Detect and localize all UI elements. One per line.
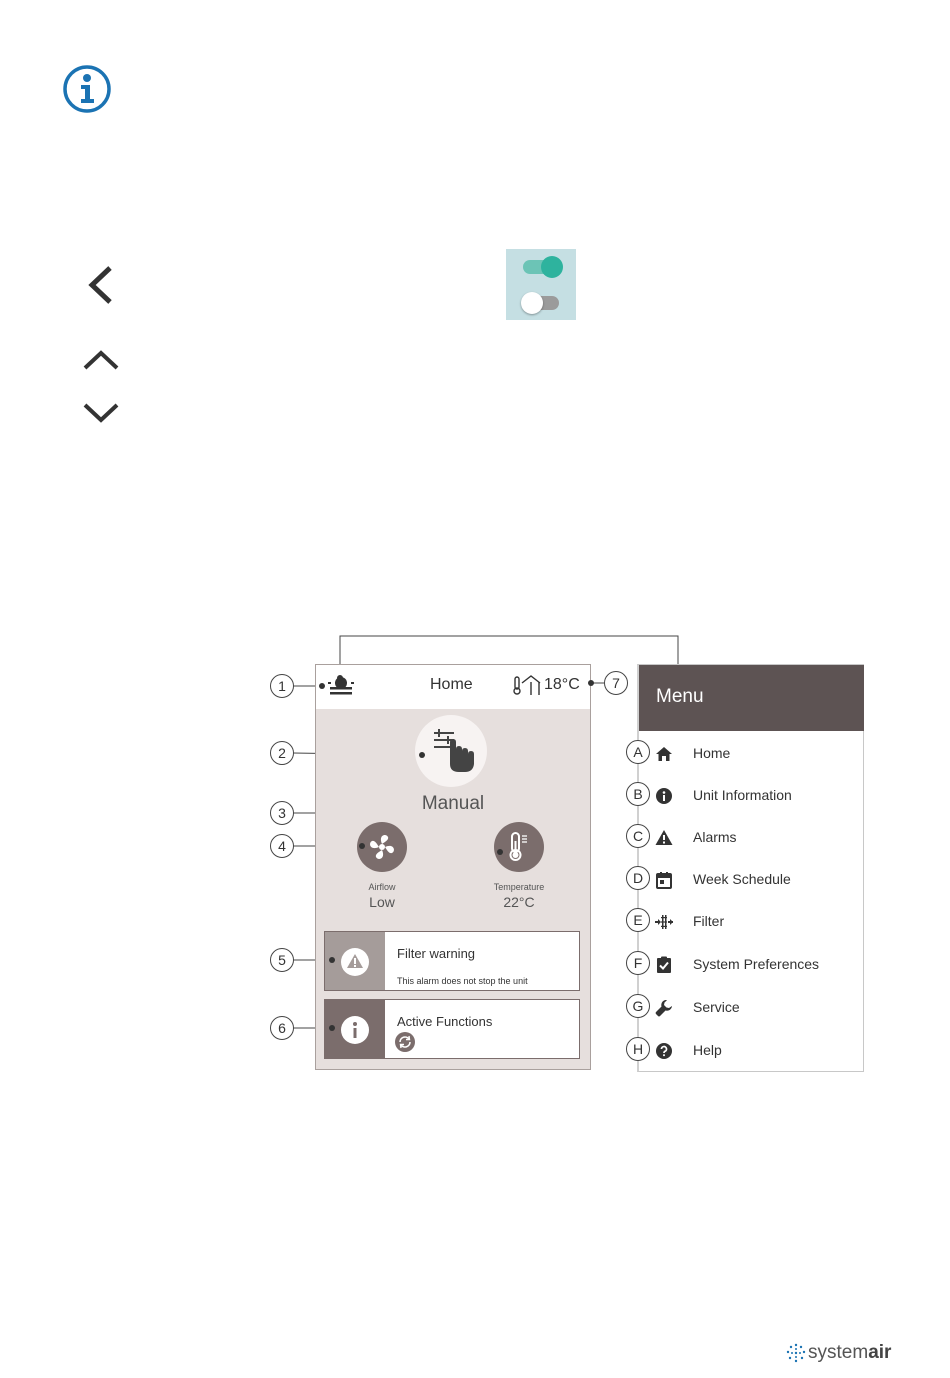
menu-item-service[interactable] <box>639 993 864 1023</box>
menu-header <box>639 665 864 731</box>
temperature-label: Temperature <box>493 882 545 892</box>
airflow-value: Low <box>369 894 395 910</box>
toggle-illustration <box>506 249 576 320</box>
callout-letter-c: C <box>626 824 650 848</box>
warning-icon <box>655 829 673 847</box>
home-icon <box>655 745 673 763</box>
menu-item-label: Help <box>693 1042 722 1058</box>
callout-letter-f: F <box>626 951 650 975</box>
menu-item-filter[interactable] <box>639 907 864 937</box>
wrench-icon <box>655 999 673 1017</box>
callout-letter-d: D <box>626 866 650 890</box>
info-icon <box>340 1015 370 1045</box>
menu-item-label: Service <box>693 999 740 1015</box>
mode-button[interactable] <box>415 715 487 787</box>
chevron-up-icon <box>82 348 120 372</box>
active-functions-card[interactable] <box>324 999 580 1059</box>
back-chevron-icon <box>82 264 118 306</box>
toggle-off-knob <box>521 292 543 314</box>
menu-panel <box>637 664 864 1072</box>
info-icon <box>62 64 112 114</box>
callout-number-1: 1 <box>270 674 294 698</box>
weather-sun-icon[interactable] <box>328 674 354 698</box>
filter-icon <box>655 913 673 931</box>
menu-item-help[interactable] <box>639 1036 864 1066</box>
menu-item-home[interactable] <box>639 739 864 769</box>
menu-item-label: Filter <box>693 913 725 929</box>
mode-label: Manual <box>421 793 485 814</box>
menu-item-label: Week Schedule <box>693 871 791 887</box>
indoor-temperature-icon <box>512 674 542 696</box>
callout-number-3: 3 <box>270 801 294 825</box>
airflow-button[interactable] <box>357 822 407 872</box>
brand-name: systemair <box>808 1342 892 1363</box>
home-header <box>316 665 590 709</box>
card-icon-panel <box>325 932 385 990</box>
thermometer-icon <box>506 831 532 863</box>
card-subtitle: This alarm does not stop the unit <box>397 976 528 986</box>
callout-letter-e: E <box>626 908 650 932</box>
callout-letter-g: G <box>626 994 650 1018</box>
warning-icon <box>340 947 370 977</box>
callout-number-7: 7 <box>604 671 628 695</box>
menu-item-label: System Preferences <box>693 956 820 972</box>
callout-number-4: 4 <box>270 834 294 858</box>
card-title: Filter warning <box>397 946 476 961</box>
refresh-function-icon <box>395 1032 415 1052</box>
info-icon <box>655 787 673 805</box>
home-screen <box>315 664 591 1070</box>
toggle-on-knob <box>541 256 563 278</box>
callout-number-5: 5 <box>270 948 294 972</box>
callout-number-2: 2 <box>270 741 294 765</box>
card-icon-panel <box>325 1000 385 1058</box>
menu-item-label: Alarms <box>693 829 737 845</box>
filter-warning-card[interactable] <box>324 931 580 991</box>
menu-item-system-preferences[interactable] <box>639 950 864 980</box>
manual-mode-icon <box>430 728 480 774</box>
home-title: Home <box>430 676 473 693</box>
menu-item-alarms[interactable] <box>639 823 864 853</box>
airflow-label: Airflow <box>368 882 396 892</box>
callout-letter-h: H <box>626 1037 650 1061</box>
calendar-icon <box>655 871 673 889</box>
chevron-down-icon <box>82 401 120 425</box>
menu-item-week-schedule[interactable] <box>639 865 864 895</box>
card-title: Active Functions <box>397 1014 493 1029</box>
callout-letter-a: A <box>626 740 650 764</box>
callout-number-6: 6 <box>270 1016 294 1040</box>
temperature-value: 22°C <box>503 894 535 910</box>
menu-item-label: Unit Information <box>693 787 792 803</box>
help-icon <box>655 1042 673 1060</box>
checklist-icon <box>655 956 673 974</box>
brand-dots-icon <box>786 1343 806 1363</box>
fan-icon <box>366 831 398 863</box>
menu-title: Menu <box>656 686 704 707</box>
menu-item-unit-information[interactable] <box>639 781 864 811</box>
callout-letter-b: B <box>626 782 650 806</box>
indoor-temperature: 18°C <box>544 676 580 693</box>
menu-item-label: Home <box>693 745 731 761</box>
temperature-button[interactable] <box>494 822 544 872</box>
